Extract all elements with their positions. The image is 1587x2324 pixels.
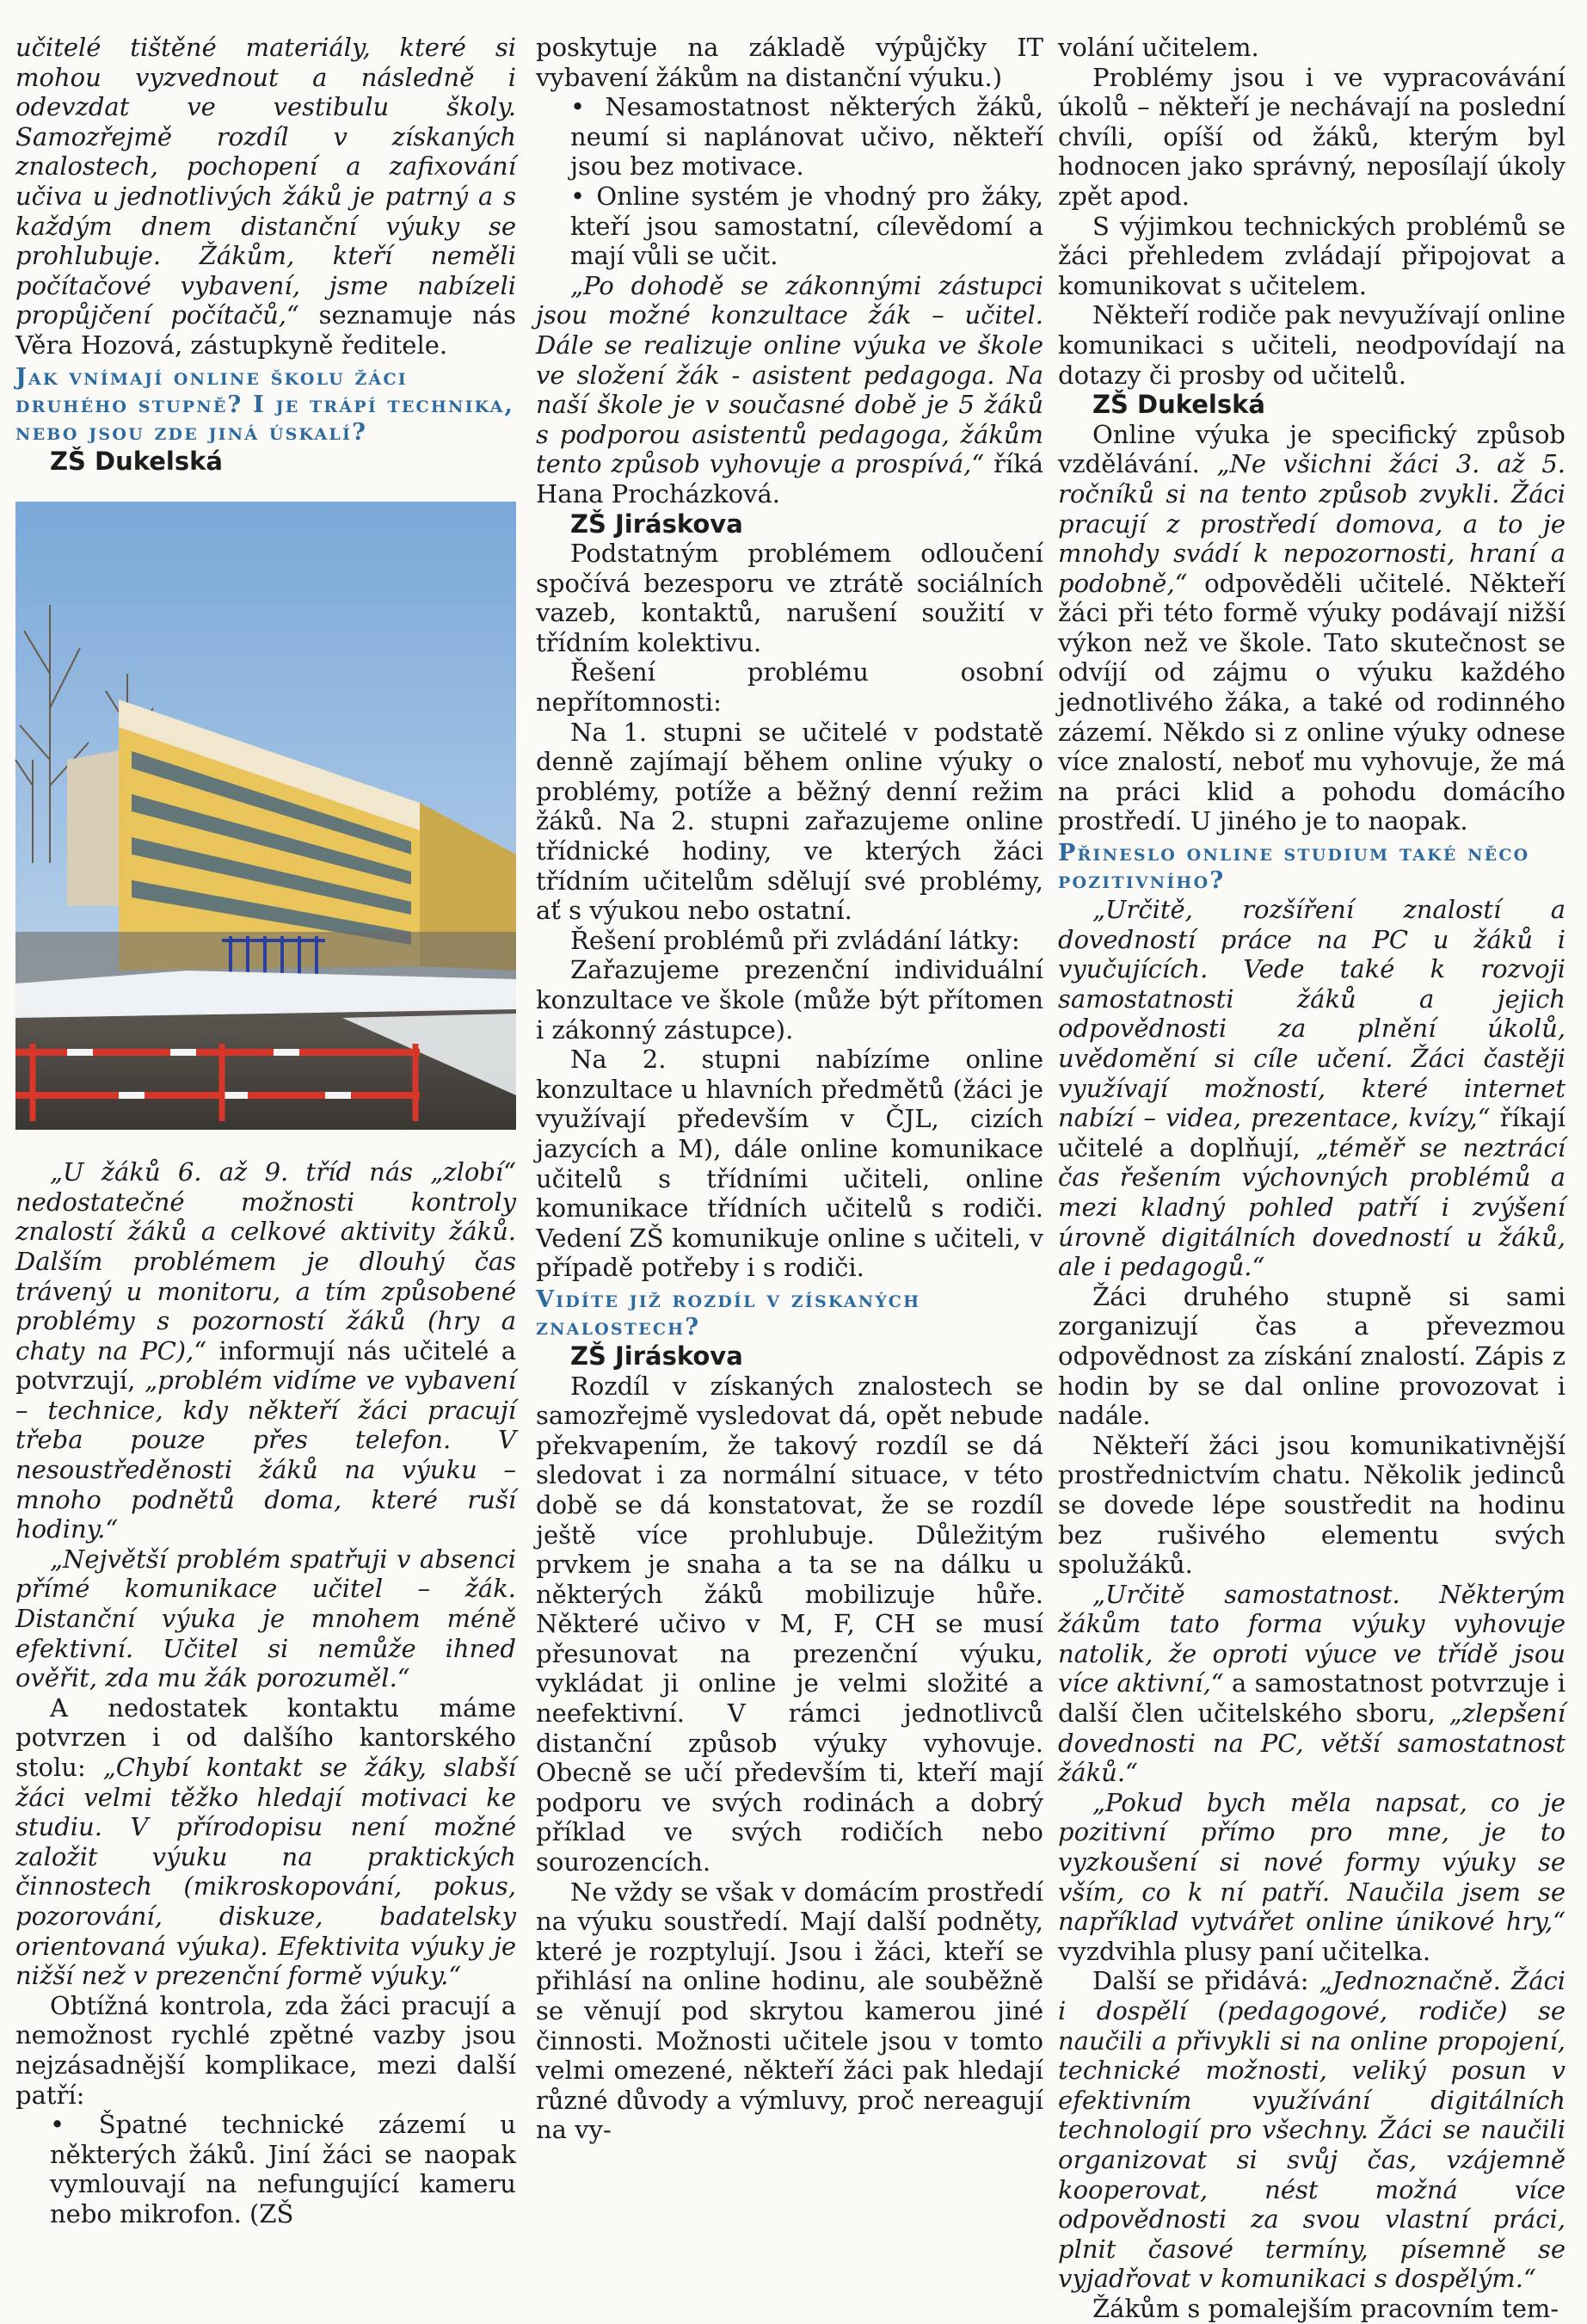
paragraph: Žákům s pomalejším pracovním tem- bbox=[1092, 2293, 1559, 2323]
paragraph: Na 2. stupni nabízíme online konzultace u hlavních předmětů (žáci je využívají především v ČJL, cizích jazycích a M), dále online komunikace učitelů s třídními učiteli, online komunikace třídních učitelů s rodiči. Vedení ZŠ komunikuje online s učiteli, v případě potřeby i s rodiči. bbox=[536, 1045, 1043, 1283]
paragraph: poskytuje na základě výpůjčky IT vybavení žákům na distanční výuku.) bbox=[536, 33, 1043, 92]
text: odpověděli učitelé. Někteří žáci při této formě výuky podávají nižší výkon než ve škole. Tato skutečnost se odvíjí od zájmu o výuku každého jednotlivého žáka, a také od rodinného zázemí. Někdo si z online výuky odnese více znalostí, neboť mu vyhovuje, že má na práci klid a pohodu domácího prostředí. U jiného je to naopak. bbox=[1058, 568, 1565, 836]
paragraph: Podstatným problémem odloučení spočívá bezesporu ve ztrátě sociálních vazeb, kontaktů, narušení soužití v třídním kolektivu. bbox=[536, 539, 1043, 657]
quote: „Určitě, rozšíření znalostí a dovedností práce na PC u žáků i vyučujících. Vede také k rozvoji samostatnosti žáků a jejich odpovědnosti za plnění úkolů, uvědomění si cíle učení. Žáci častěji využívají možností, které internet nabízí – videa, prezentace, kvízy,“ bbox=[1058, 895, 1565, 1133]
paragraph: „Největší problém spatřuji v absenci přímé komunikace učitel – žák. Distanční výuka je mnohem méně efektivní. Učitel si nemůže ihned ověřit, zda mu žák porozuměl.“ bbox=[15, 1544, 516, 1693]
school-name: ZŠ Dukelská bbox=[1092, 390, 1265, 420]
quote: „Po dohodě se zákonnými zástupci jsou možné konzultace žák – učitel. Dále se realizuje online výuka ve škole ve složení žák - asistent pedagoga. Na naší škole je v současné době je 5 žáků s podporou asistentů pedagoga, žákům tento způsob vyhovuje a prospívá,“ bbox=[536, 270, 1043, 479]
text: Online výuka je specifický způsob vzdělávání. bbox=[1058, 419, 1565, 479]
bullet-item: • Online systém je vhodný pro žáky, kteří jsou samostatní, cílevědomí a mají vůli se učit. bbox=[570, 181, 1043, 271]
quote: „Jednoznačně. Žáci i dospělí (pedagogové, rodiče) se naučili a přivykli si na online propojení, technické možnosti, veliký posun v efektivním využívání digitálních technologií pro všechny. Žáci se naučili organizovat si svůj čas, vzájemně kooperovat, nést možná více odpovědnosti za svou vlastní práci, plnit časové termíny, písemně se vyjadřovat v komunikaci s dospělým.“ bbox=[1058, 1966, 1566, 2294]
paragraph bbox=[1058, 1966, 1565, 2294]
quote: „zlepšení dovednosti na PC, větší samostatnost žáků.“ bbox=[1058, 1698, 1565, 1788]
paragraph bbox=[1058, 895, 1565, 1282]
quote: „Určitě samostatnost. Některým žákům tato forma výuky vyhovuje natolik, že oproti výuce ve třídě jsou více aktivní,“ bbox=[1058, 1579, 1565, 1698]
paragraph: Problémy jsou i ve vypracovávání úkolů – někteří je nechávají na poslední chvíli, opíší od žáků, kterým byl hodnocen jako správný, neposílají úkoly zpět apod. bbox=[1058, 62, 1565, 211]
school-name: ZŠ Dukelská bbox=[50, 446, 223, 476]
column-3 bbox=[1058, 33, 1566, 2323]
paragraph: Zařazujeme prezenční individuální konzultace ve škole (může být přítomen i zákonný zástupce). bbox=[536, 955, 1043, 1045]
attribution: vyzdvihla plusy paní učitelka. bbox=[1058, 1936, 1431, 1966]
quote: „U žáků 6. až 9. tříd nás „zlobí“ nedostatečné možnosti kontroly znalostí žáků a celkové aktivity žáků. Dalším problémem je dlouhý čas trávený u monitoru, a tím způsobené problémy s pozorností žáků (hry a chaty na PC),“ bbox=[15, 1157, 516, 1365]
paragraph bbox=[15, 1693, 516, 1991]
paragraph bbox=[15, 1157, 516, 1544]
quote: učitelé tištěné materiály, které si mohou vyzvednout a následně i odevzdat ve vestibulu školy. Samozřejmě rozdíl v získaných znalostech, pochopení a zafixování učiva u jednotlivých žáků je patrný a s každým dnem distanční výuky se prohlubuje. Žákům, kteří neměli počítačové vybavení, jsme nabízeli propůjčení počítačů,“ bbox=[15, 33, 516, 330]
school-name: ZŠ Jiráskova bbox=[570, 1341, 743, 1371]
attribution: a samostatnost potvrzuje i další člen učitelského sboru, bbox=[1058, 1668, 1565, 1729]
quote: „Pokud bych měla napsat, co je pozitivní přímo pro mne, je to vyzkoušení si nové formy výuky se vším, co k ní patří. Naučila jsem se například vytvářet online únikové hry,“ bbox=[1058, 1787, 1565, 1937]
paragraph: Ne vždy se však v domácím prostředí na výuku soustředí. Mají další podněty, které je rozptylují. Jsou i žáci, kteří se přihlásí na online hodinu, ale souběžně se věnují pod skrytou kamerou jiné činnosti. Možnosti učitele jsou v tomto velmi omezené, někteří žáci pak hledají různé důvody a výmluvy, proč nereagují na vy- bbox=[536, 1877, 1043, 2145]
paragraph: Na 1. stupni se učitelé v podstatě denně zajímají během online výuky o problémy, potíže a běžný denní režim žáků. Na 2. stupni zařazujeme online třídnické hodiny, ve kterých žáci třídním učitelům sdělují své problémy, ať s výukou nebo ostatní. bbox=[536, 717, 1043, 926]
section-heading: Vidíte již rozdíl v získaných znalostech? bbox=[536, 1285, 921, 1341]
paragraph: Někteří rodiče pak nevyužívají online komunikaci s učiteli, neodpovídají na dotazy či prosby od učitelů. bbox=[1058, 300, 1565, 390]
paragraph: volání učitelem. bbox=[1058, 33, 1259, 62]
school-name: ZŠ Jiráskova bbox=[570, 509, 743, 539]
paragraph bbox=[15, 33, 516, 361]
quote: „Ne všichni žáci 3. až 5. ročníků si na tento způsob zvykli. Žáci pracují z prostředí domova, a to je mnohdy svádí k nepozornosti, hraní a podobně,“ bbox=[1058, 449, 1566, 598]
bullet-item: • Špatné technické zázemí u některých žáků. Jiní žáci se naopak vymlouvají na nefungující kameru nebo mikrofon. (ZŠ bbox=[50, 2110, 516, 2228]
paragraph: Řešení problému osobní nepřítomnosti: bbox=[536, 657, 1043, 718]
paragraph bbox=[536, 271, 1043, 509]
text: Další se přidává: bbox=[1092, 1966, 1319, 1996]
quote: „problém vidíme ve vybavení – technice, kdy někteří žáci pracují třeba pouze přes telefon. V nesoustředěnosti žáků na výuku – mnoho podnětů doma, které ruší hodiny.“ bbox=[15, 1365, 516, 1544]
paragraph: Obtížná kontrola, zda žáci pracují a nemožnost rychlé zpětné vazby jsou nejzásadnější komplikace, mezi další patří: bbox=[15, 1990, 516, 2110]
attribution: říkají učitelé a doplňují, bbox=[1058, 1103, 1565, 1162]
attribution: říká Hana Procházková. bbox=[536, 449, 1044, 509]
paragraph: S výjimkou technických problémů se žáci přehledem zvládají připojovat a komunikovat s učitelem. bbox=[1058, 211, 1565, 300]
paragraph: Žáci druhého stupně si sami zorganizují čas a převezmou odpovědnost za získání znalostí. Zápis z hodin by se dal online provozovat i nadále. bbox=[1058, 1281, 1565, 1431]
paragraph bbox=[1058, 420, 1565, 836]
text: A nedostatek kontaktu máme potvrzen i od dalšího kantorského stolu: bbox=[15, 1692, 516, 1782]
column-2 bbox=[536, 33, 1043, 2184]
column-1 bbox=[15, 33, 517, 2228]
attribution: seznamuje nás Věra Hozová, zástupkyně ředitele. bbox=[15, 300, 517, 360]
paragraph: Řešení problémů při zvládání látky: bbox=[570, 925, 1020, 955]
paragraph bbox=[1058, 1788, 1565, 1967]
section-heading: Jak vnímají online školu žáci druhého stupně? I je trápí technika, nebo jsou zde jiná úskalí? bbox=[15, 363, 515, 446]
paragraph: Rozdíl v získaných znalostech se samozřejmě vysledovat dá, opět nebude překvapením, že takový rozdíl se dá sledovat i za normální situace, v této době se dá konstatovat, že se rozdíl ještě více prohlubuje. Důležitým prvkem je snaha a ta se na dálku u některých žáků mobilizuje hůře. Některé učivo v M, F, CH se musí přesunovat na prezenční výuku, vykládat ji online je velmi složité a neefektivní. V rámci jednotlivců distanční způsob výuky vyhovuje. Obecně se učí především ti, kteří mají podporu ve svých rodinách a dobrý příklad ve svých rodičích nebo sourozencích. bbox=[536, 1371, 1043, 1877]
section-heading: Přineslo online studium také něco pozitivního? bbox=[1058, 840, 1530, 895]
paragraph: Někteří žáci jsou komunikativnější prostřednictvím chatu. Několik jedinců se dovede lépe soustředit na hodinu bez rušivého elementu svých spolužáků. bbox=[1058, 1430, 1565, 1580]
quote: „Chybí kontakt se žáky, slabší žáci velmi těžko hledají motivaci ke studiu. V přírodopisu není možné založit výuku na praktických činnostech (mikroskopování, pokus, pozorování, diskuze, badatelsky orientovaná výuka). Efektivita výuky je nižší než v prezenční formě výuky.“ bbox=[15, 1753, 517, 1991]
school-building-photo bbox=[15, 502, 516, 1130]
bullet-item: • Nesamostatnost některých žáků, neumí si naplánovat učivo, někteří jsou bez motivace. bbox=[570, 92, 1043, 182]
quote: „téměř se neztrácí čas řešením výchovných problémů a mezi kladný pohled patří i zvýšení úrovně digitálních dovedností u žáků, ale i pedagogů.“ bbox=[1058, 1132, 1565, 1282]
attribution: informují nás učitelé a potvrzují, bbox=[15, 1335, 516, 1396]
paragraph bbox=[1058, 1580, 1565, 1788]
